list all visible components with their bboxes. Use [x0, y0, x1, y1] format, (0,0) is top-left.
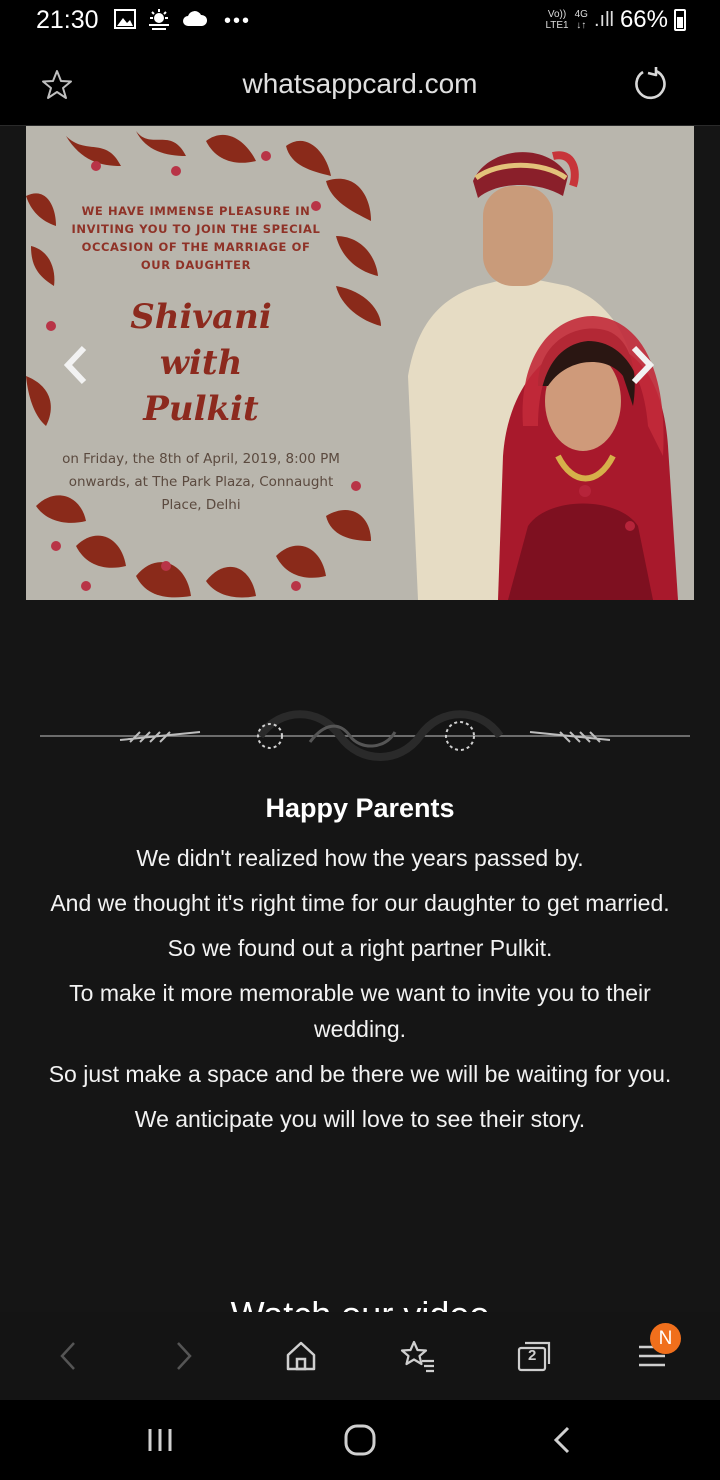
section-title: Happy Parents	[265, 793, 455, 823]
story-section	[20, 790, 700, 1146]
gallery-icon	[114, 9, 136, 34]
back-button[interactable]	[44, 1332, 92, 1380]
recents-button[interactable]	[138, 1420, 182, 1460]
forward-button[interactable]	[160, 1332, 208, 1380]
weather-icon	[146, 8, 172, 35]
message-line: We anticipate you will love to see their story.	[134, 1106, 586, 1132]
notification-icons	[114, 8, 251, 35]
status-time: 21:30	[36, 6, 99, 34]
back-nav-icon	[550, 1424, 574, 1456]
connector-word: with	[159, 343, 243, 383]
recents-icon	[145, 1427, 175, 1453]
volte-indicator: Vo)) LTE1	[545, 9, 569, 31]
more-notifications-icon: •••	[224, 10, 252, 32]
back-nav-button[interactable]	[540, 1420, 584, 1460]
carousel-next-icon[interactable]	[622, 340, 662, 390]
invitation-intro: WE HAVE IMMENSE PLEASURE IN INVITING YOU TO JOIN THE SPECIAL OCCASION OF THE MARRIAGE OF OUR DAUGHTER	[71, 204, 321, 272]
couple-names	[96, 294, 306, 432]
home-icon	[284, 1339, 318, 1373]
forward-icon	[172, 1339, 196, 1373]
signal-icon: .ıll	[593, 8, 614, 31]
groom-name: Pulkit	[143, 389, 259, 429]
battery-icon	[674, 9, 686, 31]
message-line: To make it more memorable we want to invite you to their wedding.	[69, 980, 651, 1042]
bookmarks-button[interactable]	[394, 1332, 442, 1380]
image-carousel[interactable]	[26, 126, 694, 600]
carousel-prev-icon[interactable]	[56, 340, 96, 390]
new-badge: N	[650, 1323, 681, 1354]
tabs-button[interactable]	[510, 1332, 558, 1380]
message-line: We didn't realized how the years passed by.	[136, 845, 584, 871]
message-line: So just make a space and be there we will be waiting for you.	[48, 1061, 672, 1087]
battery-percent: 66%	[619, 6, 668, 33]
web-page	[0, 126, 720, 1312]
message-line: So we found out a right partner Pulkit.	[167, 935, 553, 961]
browser-toolbar	[0, 1312, 720, 1400]
reload-icon[interactable]	[632, 66, 668, 102]
cloud-icon	[182, 10, 208, 33]
bookmarks-list-icon	[400, 1339, 436, 1373]
url-field[interactable]: whatsappcard.com	[242, 68, 478, 99]
bride-name: Shivani	[130, 297, 272, 337]
tab-count: 2	[528, 1347, 537, 1364]
system-navigation-bar	[0, 1400, 720, 1480]
home-circle-icon	[343, 1423, 377, 1457]
status-bar	[0, 0, 720, 44]
status-right	[545, 6, 686, 34]
event-details: on Friday, the 8th of April, 2019, 8:00 PM onwards, at The Park Plaza, Connaught Place, Delhi	[62, 451, 340, 513]
back-icon	[56, 1339, 80, 1373]
home-nav-button[interactable]	[338, 1420, 382, 1460]
address-bar	[0, 44, 720, 126]
message-line: And we thought it's right time for our daughter to get married.	[50, 890, 670, 916]
home-button[interactable]	[277, 1332, 325, 1380]
ornamental-divider	[40, 702, 690, 764]
network-type: 4G ↓↑	[574, 9, 588, 31]
